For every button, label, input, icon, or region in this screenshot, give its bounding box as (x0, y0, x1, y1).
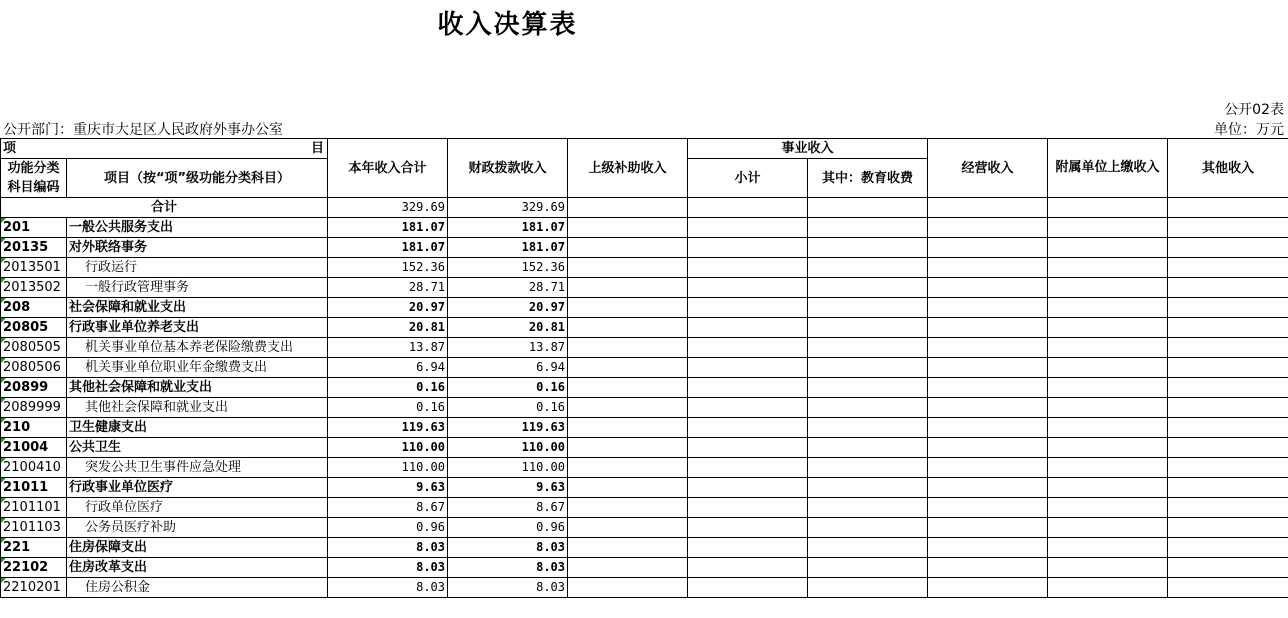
empty-cell (1048, 238, 1168, 258)
row-total: 0.96 (328, 518, 448, 538)
row-name: 一般公共服务支出 (67, 218, 328, 238)
empty-cell (1168, 458, 1288, 478)
empty-cell (1168, 578, 1288, 598)
empty-cell (568, 578, 688, 598)
empty-cell (808, 218, 928, 238)
table-row (1, 298, 1288, 318)
row-code: 21004 (1, 438, 67, 458)
empty-cell (568, 438, 688, 458)
empty-cell (808, 358, 928, 378)
header-code: 功能分类科目编码 (1, 159, 67, 198)
empty-cell (1048, 258, 1168, 278)
empty-cell (568, 378, 688, 398)
row-fiscal: 20.97 (448, 298, 568, 318)
table-row (1, 518, 1288, 538)
empty-cell (928, 218, 1048, 238)
empty-cell (688, 498, 808, 518)
empty-cell (1048, 518, 1168, 538)
empty-cell (928, 378, 1048, 398)
report-title: 收入决算表 (437, 10, 578, 40)
row-fiscal: 0.16 (448, 398, 568, 418)
empty-cell (808, 338, 928, 358)
empty-cell (688, 278, 808, 298)
unit-label: 单位：万元 (1214, 122, 1284, 138)
empty-cell (928, 438, 1048, 458)
empty-cell (568, 498, 688, 518)
row-fiscal: 28.71 (448, 278, 568, 298)
row-code: 20135 (1, 238, 67, 258)
row-fiscal: 8.03 (448, 578, 568, 598)
row-fiscal: 110.00 (448, 438, 568, 458)
empty-cell (1048, 498, 1168, 518)
table-row (1, 538, 1288, 558)
empty-cell (928, 358, 1048, 378)
row-total: 20.97 (328, 298, 448, 318)
empty-cell (1168, 498, 1288, 518)
empty-cell (808, 278, 928, 298)
empty-cell (568, 298, 688, 318)
row-fiscal: 9.63 (448, 478, 568, 498)
row-total: 8.03 (328, 538, 448, 558)
empty-cell (688, 218, 808, 238)
empty-cell (688, 538, 808, 558)
empty-cell (808, 318, 928, 338)
empty-cell (1048, 398, 1168, 418)
row-fiscal: 119.63 (448, 418, 568, 438)
row-name: 公务员医疗补助 (67, 518, 328, 538)
empty-cell (688, 318, 808, 338)
row-fiscal: 152.36 (448, 258, 568, 278)
empty-cell (1168, 358, 1288, 378)
empty-cell (1168, 398, 1288, 418)
row-fiscal: 20.81 (448, 318, 568, 338)
row-total: 13.87 (328, 338, 448, 358)
empty-cell (928, 238, 1048, 258)
empty-cell (688, 378, 808, 398)
row-name: 社会保障和就业支出 (67, 298, 328, 318)
header-affiliated: 附属单位上缴收入 (1048, 139, 1168, 198)
empty-cell (688, 418, 808, 438)
row-name: 机关事业单位职业年金缴费支出 (67, 358, 328, 378)
empty-cell (1048, 578, 1168, 598)
empty-cell (688, 298, 808, 318)
row-total: 119.63 (328, 418, 448, 438)
empty-cell (688, 578, 808, 598)
row-code: 2080506 (1, 358, 67, 378)
empty-cell (928, 398, 1048, 418)
empty-cell (1168, 418, 1288, 438)
table-row (1, 578, 1288, 598)
row-fiscal: 13.87 (448, 338, 568, 358)
empty-cell (1168, 278, 1288, 298)
row-total: 0.16 (328, 398, 448, 418)
empty-cell (1048, 278, 1168, 298)
row-name: 住房公积金 (67, 578, 328, 598)
row-name: 公共卫生 (67, 438, 328, 458)
row-name: 行政运行 (67, 258, 328, 278)
table-row (1, 418, 1288, 438)
row-code: 201 (1, 218, 67, 238)
header-row-1 (1, 139, 1288, 159)
empty-cell (928, 338, 1048, 358)
row-code: 21011 (1, 478, 67, 498)
empty-cell (568, 338, 688, 358)
row-total: 9.63 (328, 478, 448, 498)
empty-cell (1168, 218, 1288, 238)
empty-cell (688, 258, 808, 278)
row-code: 2089999 (1, 398, 67, 418)
row-total: 20.81 (328, 318, 448, 338)
empty-cell (808, 458, 928, 478)
row-name: 住房保障支出 (67, 538, 328, 558)
table-row (1, 218, 1288, 238)
empty-cell (1048, 218, 1168, 238)
table-row (1, 558, 1288, 578)
empty-cell (1168, 378, 1288, 398)
row-name: 卫生健康支出 (67, 418, 328, 438)
empty-cell (568, 478, 688, 498)
empty-cell (688, 558, 808, 578)
header-name: 项目（按“项”级功能分类科目） (67, 159, 328, 198)
table-row (1, 458, 1288, 478)
empty-cell (808, 538, 928, 558)
empty-cell (1168, 538, 1288, 558)
total-label: 合计 (1, 198, 328, 218)
row-total: 152.36 (328, 258, 448, 278)
row-fiscal: 0.16 (448, 378, 568, 398)
empty-cell (808, 298, 928, 318)
empty-cell (568, 278, 688, 298)
row-name: 机关事业单位基本养老保险缴费支出 (67, 338, 328, 358)
header-business: 事业收入 (688, 139, 928, 159)
total-total: 329.69 (328, 198, 448, 218)
row-total: 8.03 (328, 578, 448, 598)
empty-cell (928, 258, 1048, 278)
row-name: 行政事业单位养老支出 (67, 318, 328, 338)
header-superior: 上级补助收入 (568, 139, 688, 198)
empty-cell (1048, 418, 1168, 438)
empty-cell (808, 378, 928, 398)
empty-cell (928, 318, 1048, 338)
empty-cell (808, 518, 928, 538)
row-name: 突发公共卫生事件应急处理 (67, 458, 328, 478)
table-row (1, 358, 1288, 378)
income-table (0, 138, 1288, 598)
row-total: 6.94 (328, 358, 448, 378)
form-number: 公开02表 (1224, 102, 1284, 118)
row-code: 2101103 (1, 518, 67, 538)
total-row (1, 198, 1288, 218)
header-total: 本年收入合计 (328, 139, 448, 198)
row-fiscal: 6.94 (448, 358, 568, 378)
empty-cell (568, 418, 688, 438)
empty-cell (928, 458, 1048, 478)
row-code: 2013501 (1, 258, 67, 278)
empty-cell (568, 518, 688, 538)
row-fiscal: 181.07 (448, 238, 568, 258)
row-code: 20899 (1, 378, 67, 398)
row-code: 20805 (1, 318, 67, 338)
table-row (1, 338, 1288, 358)
empty-cell (808, 258, 928, 278)
empty-cell (928, 278, 1048, 298)
empty-cell (808, 478, 928, 498)
row-name: 其他社会保障和就业支出 (67, 398, 328, 418)
empty-cell (688, 478, 808, 498)
row-code: 221 (1, 538, 67, 558)
row-fiscal: 0.96 (448, 518, 568, 538)
empty-cell (1168, 258, 1288, 278)
row-name: 住房改革支出 (67, 558, 328, 578)
empty-cell (1168, 478, 1288, 498)
empty-cell (568, 358, 688, 378)
row-fiscal: 8.03 (448, 558, 568, 578)
empty-cell (568, 458, 688, 478)
empty-cell (808, 558, 928, 578)
empty-cell (1048, 298, 1168, 318)
table-row (1, 258, 1288, 278)
empty-cell (688, 338, 808, 358)
empty-cell (1048, 438, 1168, 458)
empty-cell (928, 518, 1048, 538)
row-total: 181.07 (328, 238, 448, 258)
total-fiscal: 329.69 (448, 198, 568, 218)
empty-cell (808, 418, 928, 438)
header-item: 项 目 (1, 139, 328, 159)
row-total: 0.16 (328, 378, 448, 398)
row-name: 行政事业单位医疗 (67, 478, 328, 498)
row-fiscal: 110.00 (448, 458, 568, 478)
empty-cell (1168, 318, 1288, 338)
header-fiscal: 财政拨款收入 (448, 139, 568, 198)
row-code: 22102 (1, 558, 67, 578)
empty-cell (1048, 378, 1168, 398)
row-code: 2080505 (1, 338, 67, 358)
empty-cell (1168, 518, 1288, 538)
empty-cell (568, 558, 688, 578)
header-education: 其中：教育收费 (808, 159, 928, 198)
table-row (1, 278, 1288, 298)
row-total: 181.07 (328, 218, 448, 238)
empty-cell (808, 238, 928, 258)
empty-cell (1168, 438, 1288, 458)
empty-cell (1048, 358, 1168, 378)
empty-cell (568, 258, 688, 278)
table-row (1, 398, 1288, 418)
row-fiscal: 8.03 (448, 538, 568, 558)
empty-cell (928, 578, 1048, 598)
department-label: 公开部门：重庆市大足区人民政府外事办公室 (3, 122, 283, 138)
row-code: 2013502 (1, 278, 67, 298)
row-code: 2101101 (1, 498, 67, 518)
empty-cell (808, 578, 928, 598)
empty-cell (928, 418, 1048, 438)
row-fiscal: 8.67 (448, 498, 568, 518)
row-name: 其他社会保障和就业支出 (67, 378, 328, 398)
empty-cell (1168, 558, 1288, 578)
row-code: 2100410 (1, 458, 67, 478)
empty-cell (1048, 338, 1168, 358)
row-total: 110.00 (328, 458, 448, 478)
empty-cell (1048, 318, 1168, 338)
header-other: 其他收入 (1168, 139, 1288, 198)
empty-cell (568, 398, 688, 418)
empty-cell (1048, 538, 1168, 558)
empty-cell (688, 438, 808, 458)
header-operating: 经营收入 (928, 139, 1048, 198)
empty-cell (1048, 478, 1168, 498)
empty-cell (808, 438, 928, 458)
row-name: 一般行政管理事务 (67, 278, 328, 298)
table-row (1, 438, 1288, 458)
empty-cell (568, 218, 688, 238)
empty-cell (688, 238, 808, 258)
table-row (1, 498, 1288, 518)
empty-cell (808, 498, 928, 518)
row-name: 对外联络事务 (67, 238, 328, 258)
row-code: 2210201 (1, 578, 67, 598)
empty-cell (568, 538, 688, 558)
empty-cell (928, 478, 1048, 498)
row-code: 210 (1, 418, 67, 438)
empty-cell (568, 318, 688, 338)
empty-cell (1048, 558, 1168, 578)
table-row (1, 318, 1288, 338)
row-total: 8.03 (328, 558, 448, 578)
empty-cell (688, 518, 808, 538)
row-name: 行政单位医疗 (67, 498, 328, 518)
empty-cell (928, 538, 1048, 558)
empty-cell (1168, 238, 1288, 258)
row-code: 208 (1, 298, 67, 318)
row-total: 8.67 (328, 498, 448, 518)
empty-cell (688, 458, 808, 478)
empty-cell (688, 398, 808, 418)
empty-cell (688, 358, 808, 378)
header-subtotal: 小计 (688, 159, 808, 198)
row-fiscal: 181.07 (448, 218, 568, 238)
table-row (1, 378, 1288, 398)
row-total: 110.00 (328, 438, 448, 458)
row-total: 28.71 (328, 278, 448, 298)
empty-cell (928, 298, 1048, 318)
empty-cell (568, 238, 688, 258)
empty-cell (928, 558, 1048, 578)
empty-cell (1168, 338, 1288, 358)
empty-cell (1048, 458, 1168, 478)
empty-cell (808, 398, 928, 418)
table-row (1, 238, 1288, 258)
table-row (1, 478, 1288, 498)
empty-cell (1168, 298, 1288, 318)
empty-cell (928, 498, 1048, 518)
